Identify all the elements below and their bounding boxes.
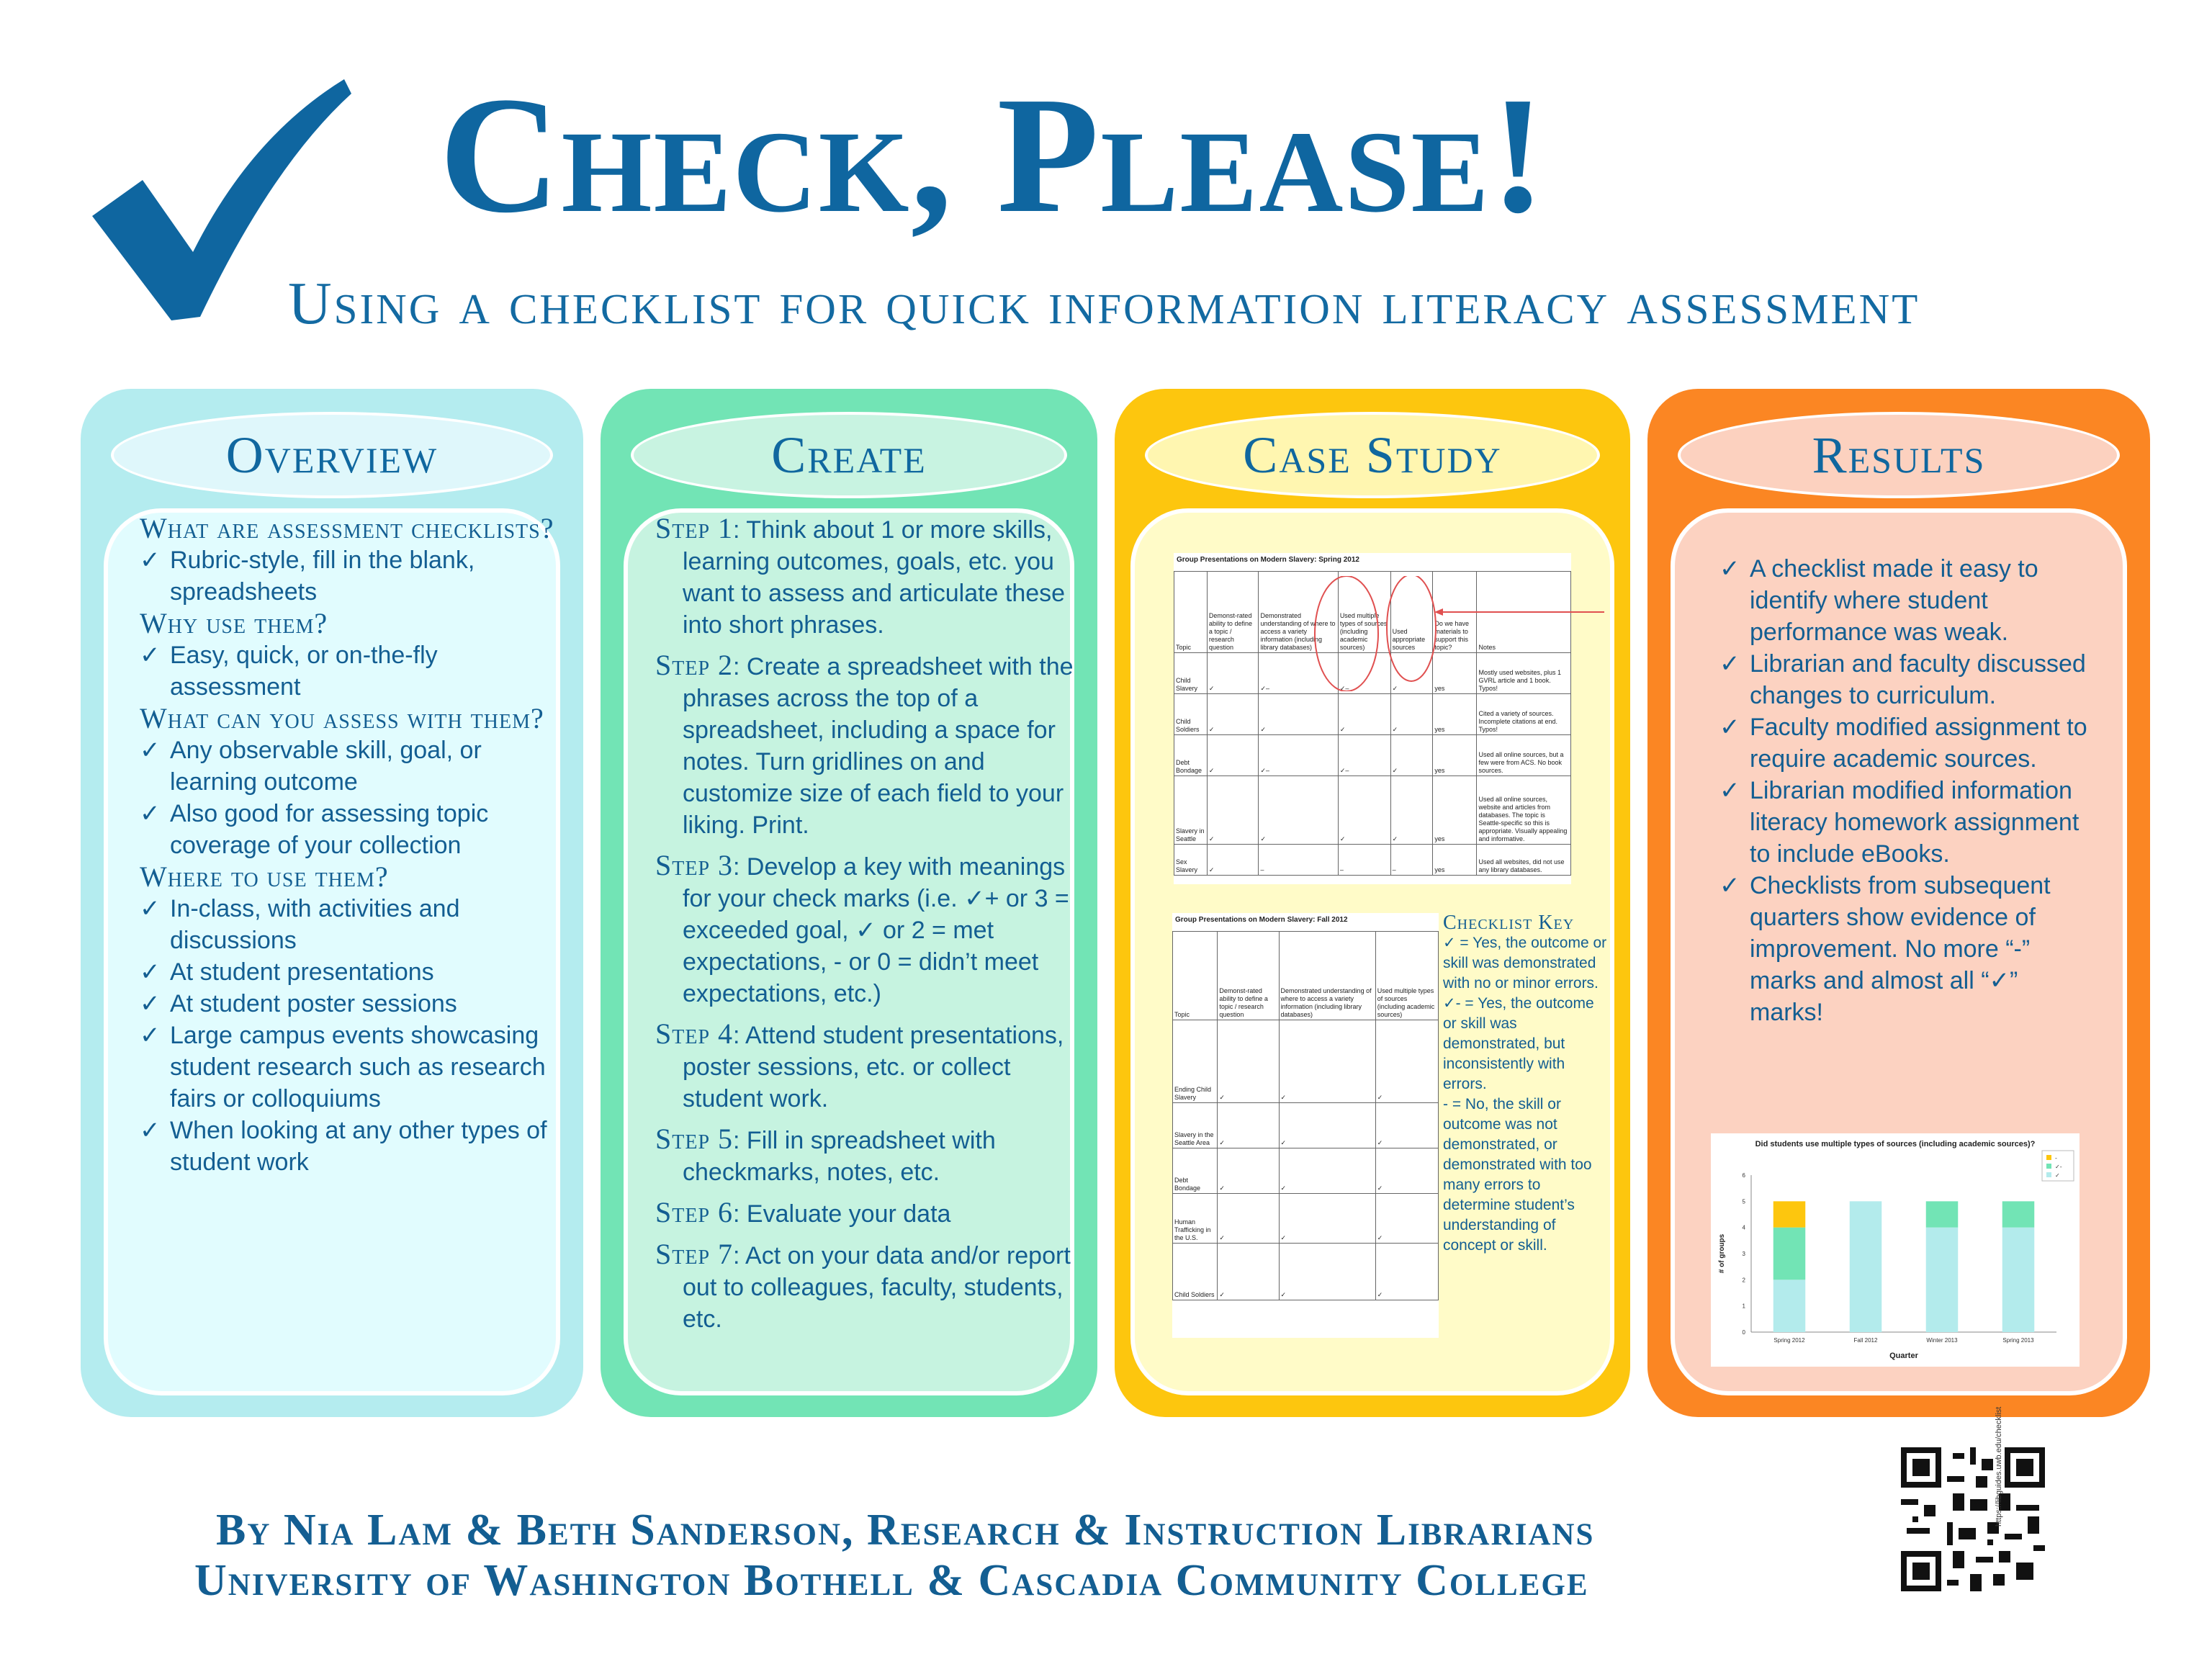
table-cell: ✓ [1279,1103,1375,1148]
list-item: ✓ Large campus events showcasing student research such as research fairs or colloquiums [140,1020,557,1115]
table-header-cell: Demonstrated understanding of where to access a variety information (including library databases) [1259,572,1338,653]
annotation-overlay [1274,576,1606,691]
table-cell: ✓– [1259,653,1338,694]
x-tick-label: Spring 2013 [2002,1337,2034,1344]
table-cell: ✓ [1218,1020,1279,1103]
table-cell: Used all websites, did not use any library databases. [1477,845,1571,876]
step-text: : Develop a key with meanings for your check marks (i.e. ✓+ or 3 = exceeded goal, ✓ or 2 = met expectations, - or 0 = didn’t meet expectations, etc.) [683,853,1069,1007]
create-step [655,1018,1087,1115]
step-text: : Act on your data and/or report out to colleagues, faculty, students, etc. [683,1242,1071,1333]
check-icon: ✓ [140,1022,161,1049]
table-row [1174,845,1571,876]
table-cell: ✓– [1338,653,1390,694]
table-header-cell: Demonstrated understanding of where to access a variety information (including library databases) [1279,932,1375,1020]
list-item: ✓ Rubric-style, fill in the blank, spreadsheets [140,544,557,608]
y-tick-label: 0 [1742,1329,1745,1336]
table-cell: Human Trafficking in the U.S. [1173,1194,1218,1244]
bar-segment [1850,1201,1882,1332]
check-icon: ✓ [1719,777,1740,804]
list-item: ✓ Faculty modified assignment to require academic sources. [1719,711,2094,775]
legend-swatch [2046,1155,2051,1160]
y-tick-label: 2 [1742,1277,1745,1284]
list-item: ✓ Also good for assessing topic coverage of your collection [140,798,557,861]
bar-segment [2002,1228,2035,1332]
table-header-cell: Do we have materials to support this topic? [1433,572,1477,653]
create-content [655,513,1087,1344]
footer-authors: By Nia Lam & Beth Sanderson, Research & Instruction Librarians [216,1506,1595,1555]
fall-2012-table [1172,913,1439,1338]
x-tick-label: Winter 2013 [1926,1337,1958,1344]
step-text: : Create a spreadsheet with the phrases across the top of a spreadsheet, including a space for notes. Turn gridlines on and customize size of each field to your liking. Print. [683,653,1074,839]
table-cell: Child Soldiers [1173,1244,1218,1300]
table-cell: ✓ [1390,653,1433,694]
table-cell: ✓ [1338,776,1390,845]
y-tick-label: 3 [1742,1251,1745,1257]
bar-segment [1773,1201,1806,1227]
table-cell: ✓ [1207,694,1259,735]
table-cell: Child Slavery [1174,653,1208,694]
table-cell: ✓ [1218,1194,1279,1244]
table-cell: ✓ [1338,694,1390,735]
overview-question: What can you assess with them? [140,702,544,734]
table-header-cell: Notes [1477,572,1571,653]
table-cell: ✓ [1207,845,1259,876]
step-label: Step 7 [655,1238,734,1270]
check-icon: ✓ [1719,650,1740,678]
table-cell: Debt Bondage [1174,735,1208,776]
check-icon: ✓ [140,737,161,764]
table-cell: yes [1433,735,1477,776]
key-item: - = No, the skill or outcome was not demonstrated, or demonstrated with too many errors to determine student’s understanding of concept or skill. [1443,1096,1592,1254]
list-item: ✓ Librarian and faculty discussed changes to curriculum. [1719,648,2094,711]
table-row [1173,1103,1439,1148]
table-cell: ✓ [1390,776,1433,845]
step-text: : Fill in spreadsheet with checkmarks, notes, etc. [683,1127,996,1186]
table-header-cell: Topic [1174,572,1208,653]
step-label: Step 5 [655,1123,734,1155]
table-title: Group Presentations on Modern Slavery: Spring 2012 [1177,556,1359,564]
table-header-row [1173,932,1439,1020]
table-cell: ✓ [1279,1244,1375,1300]
table-cell: – [1259,845,1338,876]
table-cell: yes [1433,694,1477,735]
y-tick-label: 6 [1742,1172,1745,1179]
table-cell: Sex Slavery [1174,845,1208,876]
page-subtitle: Using a checklist for quick information literacy assessment [288,270,1920,337]
list-item: ✓ Any observable skill, goal, or learning outcome [140,734,557,798]
table-header-cell: Used appropriate sources [1390,572,1433,653]
step-text: : Think about 1 or more skills, learning outcomes, goals, etc. you want to assess and articulate these into short phrases. [683,516,1066,639]
legend-label: ✓ [2055,1172,2060,1179]
table-row [1173,1020,1439,1103]
key-item: ✓- = Yes, the outcome or skill was demonstrated, but inconsistently with errors. [1443,995,1594,1092]
table-cell: ✓ [1375,1148,1438,1194]
overview-heading: Overview [111,412,553,498]
legend-label: ✓- [2055,1164,2062,1170]
table-cell: Cited a variety of sources. Incomplete citations at end. Typos! [1477,694,1571,735]
table-row [1174,694,1571,735]
table-cell: ✓ [1207,776,1259,845]
step-label: Step 6 [655,1196,734,1228]
table-cell: Debt Bondage [1173,1148,1218,1194]
y-axis-label: # of groups [1718,1233,1726,1274]
table-cell: ✓ [1207,653,1259,694]
create-heading: Create [631,412,1067,498]
table-cell: ✓ [1375,1194,1438,1244]
table-cell: ✓ [1218,1244,1279,1300]
table-header-cell: Topic [1173,932,1218,1020]
overview-question: Why use them? [140,607,328,639]
footer-institutions: University of Washington Bothell & Cascadia Community College [194,1556,1589,1605]
results-heading: Results [1678,412,2120,498]
checklist-key-title: Checklist Key [1443,912,1575,934]
step-label: Step 4 [655,1017,734,1050]
table-cell: yes [1433,653,1477,694]
table-cell: ✓– [1259,735,1338,776]
check-icon: ✓ [140,642,161,669]
create-step [655,1123,1087,1188]
check-icon: ✓ [140,895,161,922]
table-cell: ✓ [1375,1244,1438,1300]
qr-code-icon[interactable] [1901,1447,2045,1591]
check-icon: ✓ [140,1117,161,1144]
step-label: Step 2 [655,649,734,681]
legend-swatch [2046,1172,2051,1177]
y-tick-label: 4 [1742,1224,1745,1231]
table-row [1173,1148,1439,1194]
table-cell: ✓ [1375,1103,1438,1148]
table-cell: ✓ [1279,1148,1375,1194]
table-cell: – [1390,845,1433,876]
table-cell: Slavery in the Seattle Area [1173,1103,1218,1148]
key-item: ✓ = Yes, the outcome or skill was demonstrated with no or minor errors. [1443,935,1607,992]
list-item: ✓ In-class, with activities and discussions [140,893,557,956]
table-cell: ✓ [1279,1020,1375,1103]
check-icon: ✓ [1719,714,1740,741]
overview-question: What are assessment checklists? [140,512,554,544]
table-cell: Mostly used websites, plus 1 GVRL article and 1 book. Typos! [1477,653,1571,694]
table-cell: ✓ [1375,1020,1438,1103]
list-item: ✓ A checklist made it easy to identify where student performance was weak. [1719,553,2094,648]
table-row [1173,1244,1439,1300]
table-cell: yes [1433,776,1477,845]
create-step [655,649,1087,841]
bar-segment [1926,1228,1959,1332]
x-tick-label: Spring 2012 [1773,1337,1805,1344]
bar-segment [1926,1201,1959,1227]
case-study-heading: Case Study [1145,412,1600,498]
check-icon: ✓ [140,800,161,827]
table-header-cell: Demonst-rated ability to define a topic / research question [1207,572,1259,653]
table-header-cell: Used multiple types of sources (including academic sources) [1375,932,1438,1020]
list-item: ✓ At student presentations [140,956,557,988]
list-item: ✓ At student poster sessions [140,988,557,1020]
bar-segment [2002,1201,2035,1227]
list-item: ✓ When looking at any other types of student work [140,1115,557,1178]
table-cell: ✓– [1338,735,1390,776]
x-tick-label: Fall 2012 [1853,1337,1878,1344]
list-item: ✓ Easy, quick, or on-the-fly assessment [140,639,557,703]
table-header-cell: Demonst-rated ability to define a topic / research question [1218,932,1279,1020]
table-cell: ✓ [1218,1148,1279,1194]
table-cell: – [1338,845,1390,876]
y-tick-label: 5 [1742,1198,1745,1205]
list-item: ✓ Checklists from subsequent quarters show evidence of improvement. No more “-” marks and almost all “✓” marks! [1719,870,2094,1028]
table-cell: Used all online sources, website and articles from databases. The topic is Seattle-specific so this is appropriate. Visually appealing and informative. [1477,776,1571,845]
create-step [655,1197,1087,1230]
bar-segment [1773,1280,1806,1332]
step-label: Step 1 [655,512,734,544]
page-title: Check, Please! [439,63,1547,248]
table-cell: Slavery in Seattle [1174,776,1208,845]
table-cell: ✓ [1207,735,1259,776]
table-row [1173,1194,1439,1244]
table-cell: ✓ [1390,694,1433,735]
create-step [655,850,1087,1010]
check-icon: ✓ [140,958,161,986]
create-step [655,513,1087,641]
results-chart [1711,1133,2080,1367]
legend-label: - [2055,1155,2057,1161]
table-cell: ✓ [1259,694,1338,735]
check-icon: ✓ [140,547,161,574]
overview-question: Where to use them? [140,860,389,893]
x-axis-label: Quarter [1889,1352,1918,1360]
chart-title: Did students use multiple types of sources (including academic sources)? [1755,1140,2036,1148]
table-cell: yes [1433,845,1477,876]
create-step [655,1238,1087,1335]
check-icon: ✓ [1719,872,1740,899]
legend-swatch [2046,1164,2051,1169]
table-title: Group Presentations on Modern Slavery: Fall 2012 [1175,916,1348,924]
list-item: ✓ Librarian modified information literacy homework assignment to include eBooks. [1719,775,2094,870]
step-text: : Evaluate your data [733,1200,951,1228]
check-icon: ✓ [140,990,161,1017]
overview-content [140,513,557,1178]
table-cell: ✓ [1279,1194,1375,1244]
table-cell: ✓ [1259,776,1338,845]
y-tick-label: 1 [1742,1303,1745,1310]
step-text: : Attend student presentations, poster sessions, etc. or collect student work. [683,1022,1064,1112]
table-row [1174,776,1571,845]
results-content [1719,553,2094,1028]
table-cell: Used all online sources, but a few were from ACS. No book sources. [1477,735,1571,776]
table-cell: ✓ [1390,735,1433,776]
table-cell: Child Soldiers [1174,694,1208,735]
step-label: Step 3 [655,849,734,881]
bar-segment [1773,1228,1806,1280]
table-cell: ✓ [1218,1103,1279,1148]
checklist-key [1443,913,1609,1256]
check-icon: ✓ [1719,555,1740,583]
qr-url: https://libguides.uwb.edu/checklist [1995,1406,2003,1527]
table-cell: Ending Child Slavery [1173,1020,1218,1103]
table-row [1174,735,1571,776]
table-header-cell: Used multiple types of sources (including academic sources) [1338,572,1390,653]
